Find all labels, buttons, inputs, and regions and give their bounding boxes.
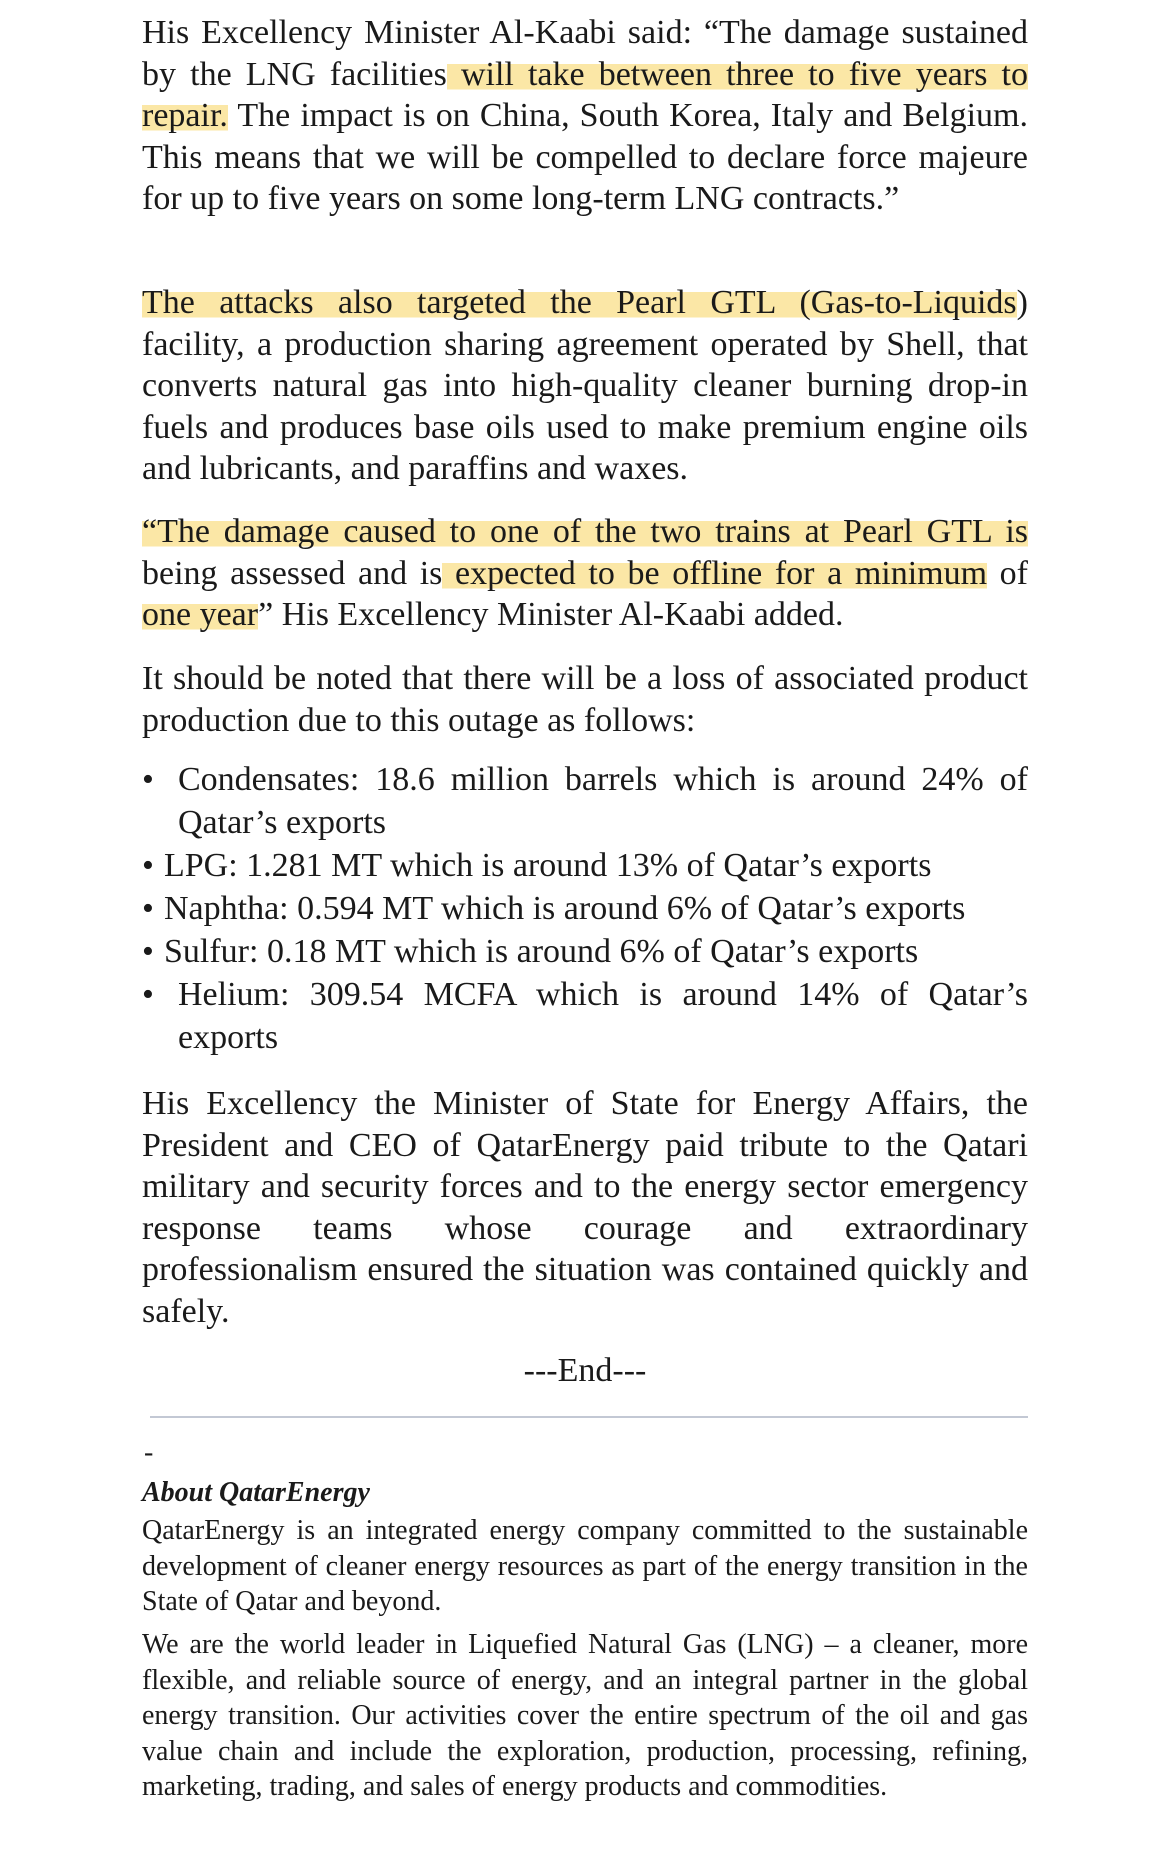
- bullet-icon: •: [142, 847, 154, 884]
- paragraph-text: being assessed and is: [142, 554, 443, 592]
- list-item-text: Naphtha: 0.594 MT which is around 6% of Qatar’s exports: [164, 890, 966, 927]
- about-paragraph: QatarEnergy is an integrated energy company committed to the sustainable development of cleaner energy resources as part of the energy transition in the State of Qatar and beyond.: [142, 1515, 1028, 1617]
- list-item-text: Helium: 309.54 MCFA which is around 14% of Qatar’s exports: [178, 976, 1028, 1056]
- highlighted-text: The attacks also targeted the Pearl GTL (Gas-to-Liquids: [142, 284, 1017, 321]
- section-divider: [150, 1416, 1028, 1418]
- bullet-icon: •: [142, 976, 154, 1013]
- bullet-icon: •: [142, 890, 154, 927]
- production-loss-list: [142, 758, 1028, 1059]
- pearl-gtl-paragraph: [142, 282, 1028, 490]
- dash-marker: -: [144, 1437, 154, 1468]
- highlighted-text: will take between three to five years to repair.: [142, 55, 1028, 134]
- list-item: [142, 973, 1028, 1059]
- bullet-icon: •: [142, 933, 154, 970]
- quote-paragraph-lng: [142, 12, 1028, 220]
- paragraph-text: of: [987, 554, 1029, 592]
- about-paragraph: We are the world leader in Liquefied Natural Gas (LNG) – a cleaner, more flexible, and reliable source of energy, and an integral partner in the global energy transition. Our activities cover the entire spectrum of the oil and gas value chain and include the exploration, production, processing, refining, marketing, trading, and sales of energy products and commodities.: [142, 1629, 1028, 1802]
- paragraph-text: His Excellency Minister Al-Kaabi said: “The damage sustained by the LNG facilities: [142, 14, 1028, 93]
- end-marker: ---End---: [523, 1352, 647, 1389]
- tribute-paragraph: His Excellency the Minister of State for Energy Affairs, the President and CEO of QatarEnergy paid tribute to the Qatari military and security forces and to the energy sector emergency response teams whose courage and extraordinary professionalism ensured the situation was contained quickly and safely.: [142, 1085, 1028, 1330]
- list-item: [142, 844, 1028, 887]
- paragraph-text: ” His Excellency Minister Al-Kaabi added.: [258, 596, 844, 633]
- bullet-icon: •: [142, 761, 154, 798]
- highlighted-text: “The damage caused to one of the two trains at Pearl GTL is: [142, 513, 1028, 550]
- paragraph-text: The impact is on China, South Korea, Italy and Belgium. This means that we will be compelled to declare force majeure for up to five years on some long-term LNG contracts.”: [142, 97, 1028, 217]
- list-item-text: Sulfur: 0.18 MT which is around 6% of Qatar’s exports: [164, 933, 919, 970]
- quote-paragraph-gtl: [142, 511, 1028, 636]
- list-item: [142, 930, 1028, 973]
- list-item: [142, 887, 1028, 930]
- highlighted-text: expected to be offline for a minimum: [442, 554, 988, 592]
- list-item-text: Condensates: 18.6 million barrels which is around 24% of Qatar’s exports: [178, 761, 1028, 841]
- list-item-text: LPG: 1.281 MT which is around 13% of Qatar’s exports: [164, 847, 932, 884]
- outage-intro-paragraph: It should be noted that there will be a loss of associated product production due to this outage as follows:: [142, 660, 1028, 739]
- paragraph-text: ) facility, a production sharing agreement operated by Shell, that converts natural gas into high-quality cleaner burning drop-in fuels and produces base oils used to make premium engine oils and lubricants, and paraffins and waxes.: [142, 284, 1028, 487]
- list-item: [142, 758, 1028, 844]
- about-heading: About QatarEnergy: [142, 1477, 370, 1508]
- highlighted-text: one year: [142, 596, 259, 633]
